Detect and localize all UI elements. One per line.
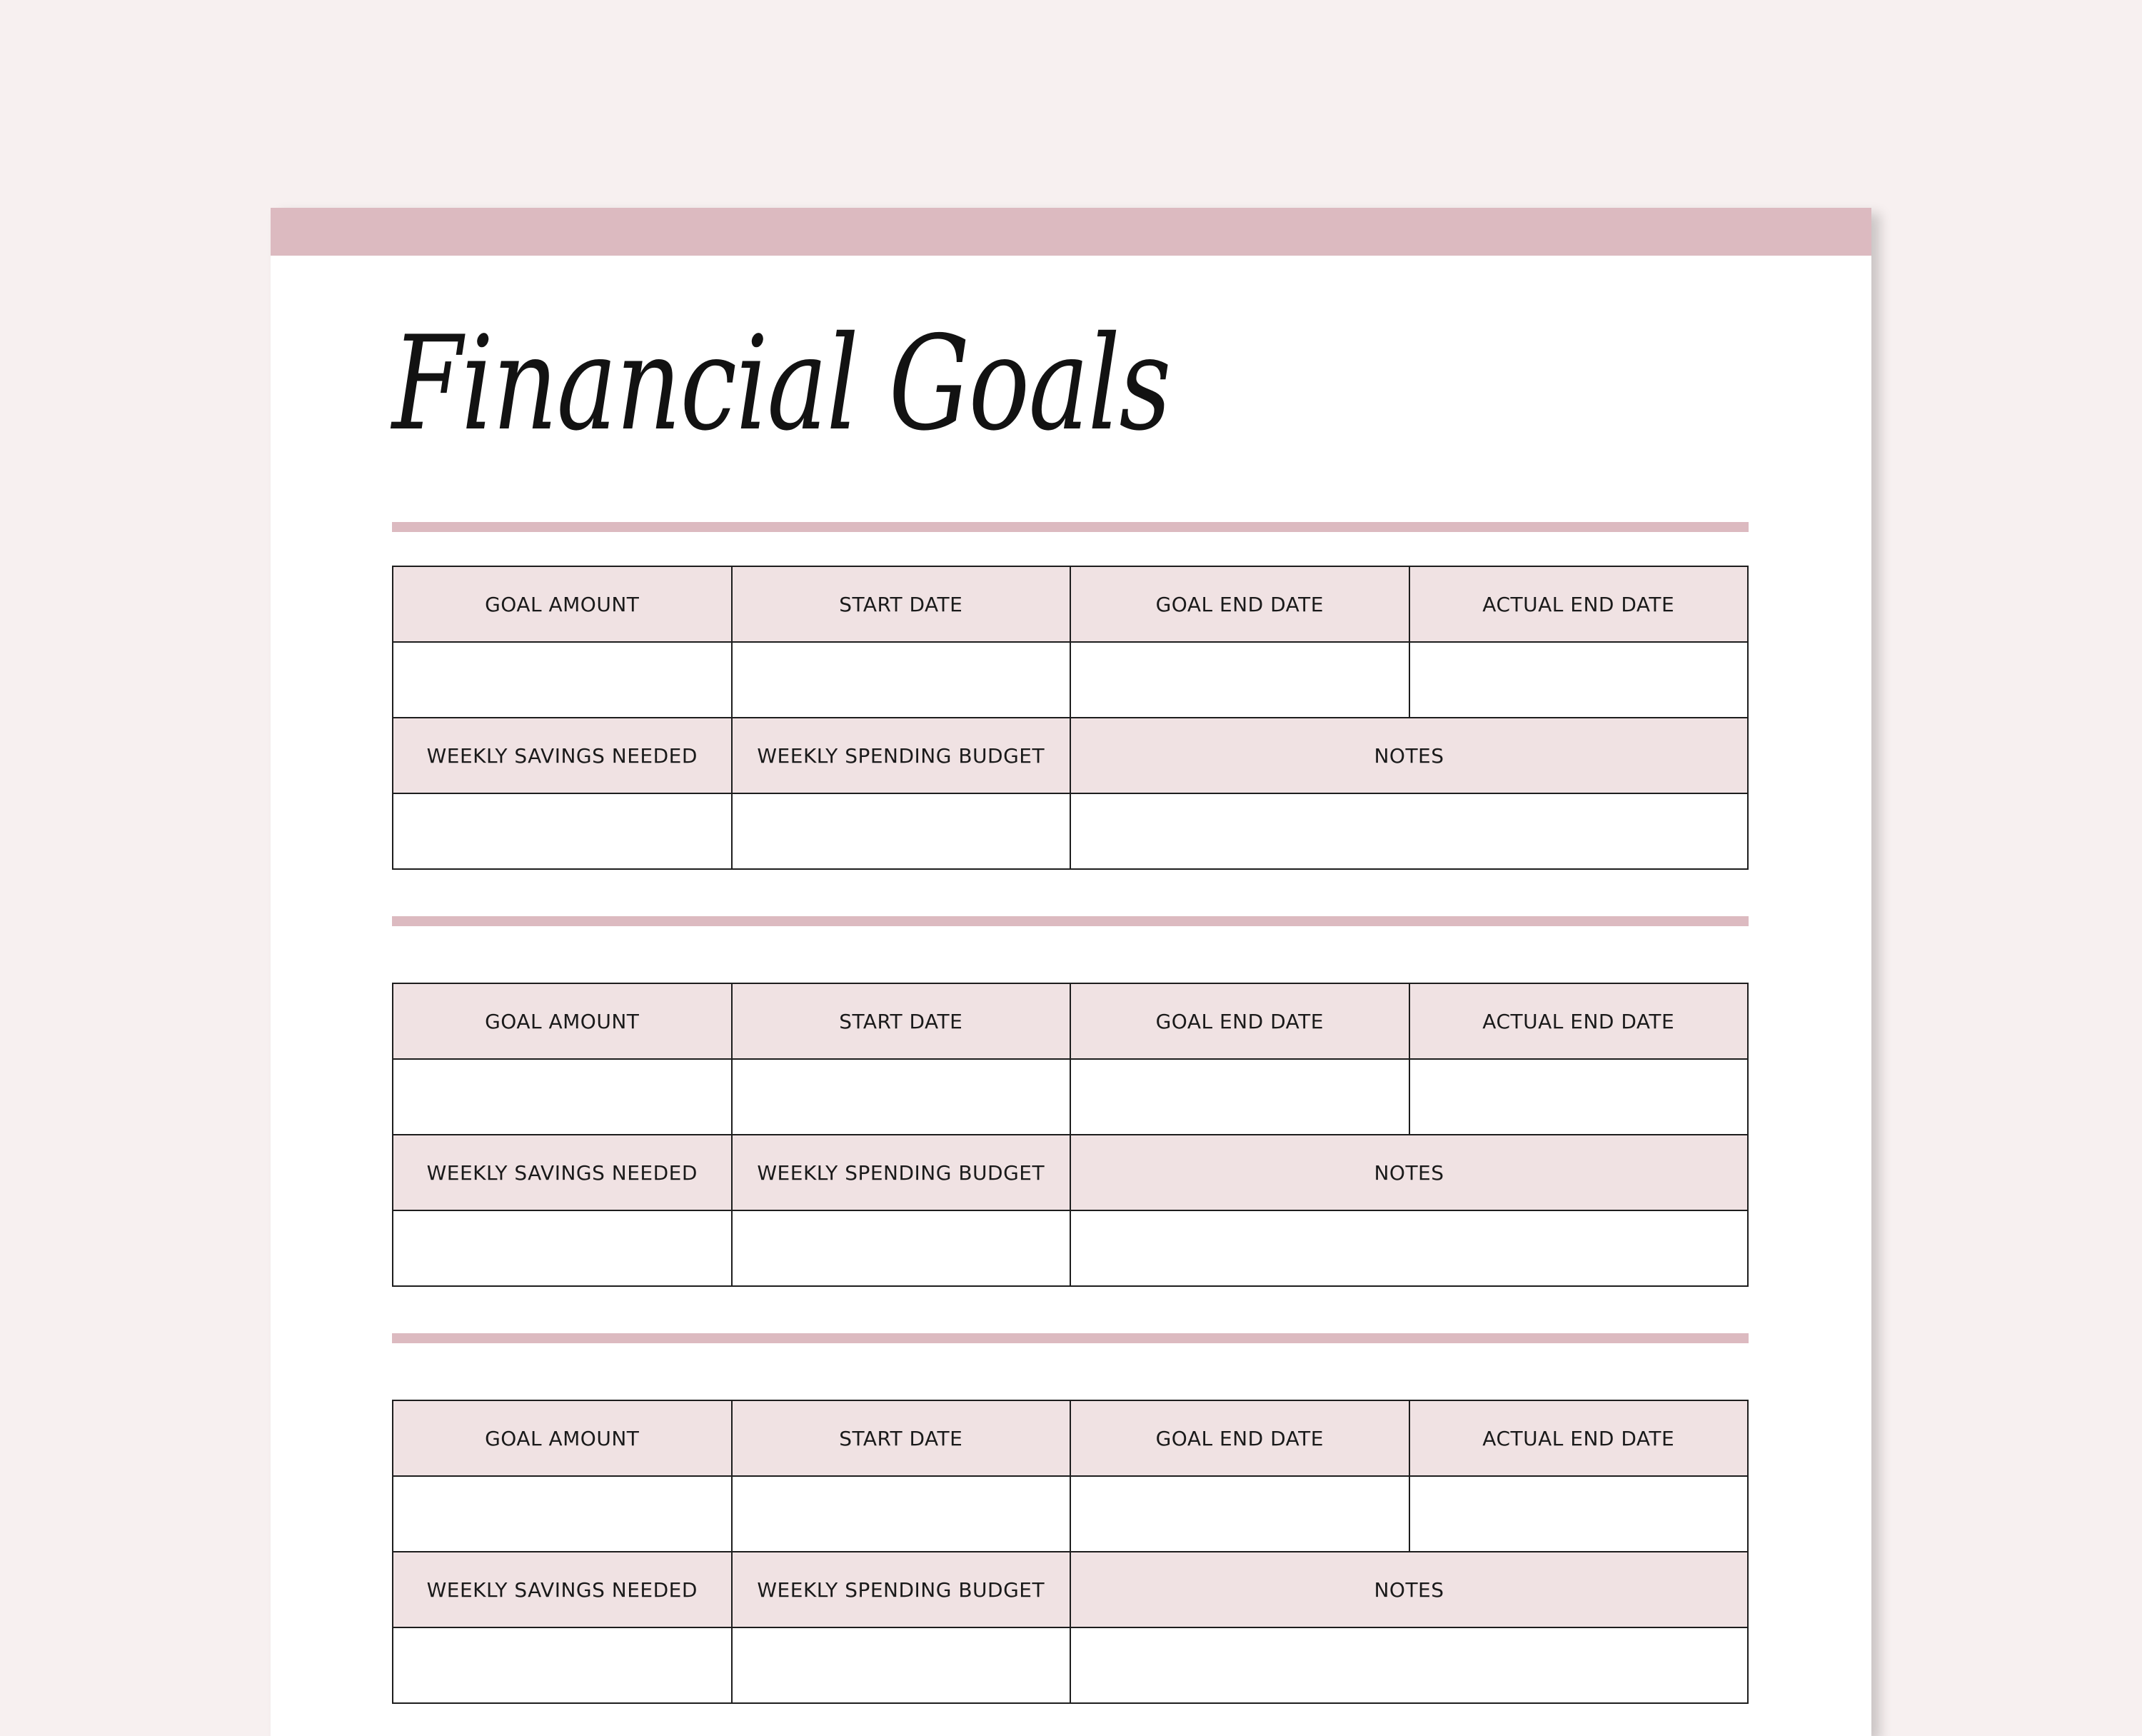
header-row	[393, 1135, 1748, 1210]
weekly-savings-needed-field[interactable]	[393, 1210, 732, 1286]
start-date-field[interactable]	[732, 642, 1071, 718]
goal-amount-field[interactable]	[393, 642, 732, 718]
goal-end-date-field[interactable]	[1070, 1059, 1409, 1135]
header-row	[393, 1552, 1748, 1627]
header-row	[393, 983, 1748, 1059]
page-title: Financial Goals	[392, 308, 1170, 459]
goal-amount-header: GOAL AMOUNT	[393, 983, 732, 1059]
header-row	[393, 1400, 1748, 1476]
notes-header: NOTES	[1070, 1135, 1748, 1210]
goal-amount-header: GOAL AMOUNT	[393, 1400, 732, 1476]
weekly-spending-budget-header: WEEKLY SPENDING BUDGET	[732, 718, 1071, 793]
actual-end-date-header: ACTUAL END DATE	[1409, 566, 1749, 642]
notes-field[interactable]	[1070, 1627, 1748, 1703]
entry-row	[393, 1059, 1748, 1135]
weekly-savings-needed-header: WEEKLY SAVINGS NEEDED	[393, 718, 732, 793]
weekly-spending-budget-header: WEEKLY SPENDING BUDGET	[732, 1135, 1071, 1210]
entry-row	[393, 793, 1748, 869]
actual-end-date-field[interactable]	[1409, 1476, 1749, 1552]
actual-end-date-header: ACTUAL END DATE	[1409, 1400, 1749, 1476]
notes-field[interactable]	[1070, 1210, 1748, 1286]
notes-header: NOTES	[1070, 718, 1748, 793]
header-row	[393, 718, 1748, 793]
goal-table-3	[392, 1400, 1749, 1704]
section-divider-3	[392, 1333, 1749, 1343]
section-divider-2	[392, 916, 1749, 926]
goal-table-2	[392, 983, 1749, 1287]
start-date-header: START DATE	[732, 1400, 1071, 1476]
planner-page	[271, 208, 1871, 1736]
start-date-header: START DATE	[732, 983, 1071, 1059]
notes-header: NOTES	[1070, 1552, 1748, 1627]
top-color-band	[271, 208, 1871, 256]
weekly-savings-needed-header: WEEKLY SAVINGS NEEDED	[393, 1135, 732, 1210]
start-date-header: START DATE	[732, 566, 1071, 642]
entry-row	[393, 1210, 1748, 1286]
weekly-spending-budget-field[interactable]	[732, 793, 1071, 869]
goal-amount-header: GOAL AMOUNT	[393, 566, 732, 642]
start-date-field[interactable]	[732, 1059, 1071, 1135]
header-row	[393, 566, 1748, 642]
goal-end-date-field[interactable]	[1070, 1476, 1409, 1552]
section-divider-1	[392, 522, 1749, 532]
weekly-savings-needed-field[interactable]	[393, 793, 732, 869]
goal-end-date-field[interactable]	[1070, 642, 1409, 718]
notes-field[interactable]	[1070, 793, 1748, 869]
actual-end-date-header: ACTUAL END DATE	[1409, 983, 1749, 1059]
weekly-spending-budget-field[interactable]	[732, 1210, 1071, 1286]
goal-end-date-header: GOAL END DATE	[1070, 983, 1409, 1059]
actual-end-date-field[interactable]	[1409, 1059, 1749, 1135]
weekly-savings-needed-header: WEEKLY SAVINGS NEEDED	[393, 1552, 732, 1627]
goal-table-1	[392, 566, 1749, 870]
goal-amount-field[interactable]	[393, 1476, 732, 1552]
goal-end-date-header: GOAL END DATE	[1070, 566, 1409, 642]
goal-end-date-header: GOAL END DATE	[1070, 1400, 1409, 1476]
weekly-spending-budget-field[interactable]	[732, 1627, 1071, 1703]
entry-row	[393, 1476, 1748, 1552]
actual-end-date-field[interactable]	[1409, 642, 1749, 718]
entry-row	[393, 642, 1748, 718]
goal-amount-field[interactable]	[393, 1059, 732, 1135]
entry-row	[393, 1627, 1748, 1703]
start-date-field[interactable]	[732, 1476, 1071, 1552]
weekly-savings-needed-field[interactable]	[393, 1627, 732, 1703]
weekly-spending-budget-header: WEEKLY SPENDING BUDGET	[732, 1552, 1071, 1627]
